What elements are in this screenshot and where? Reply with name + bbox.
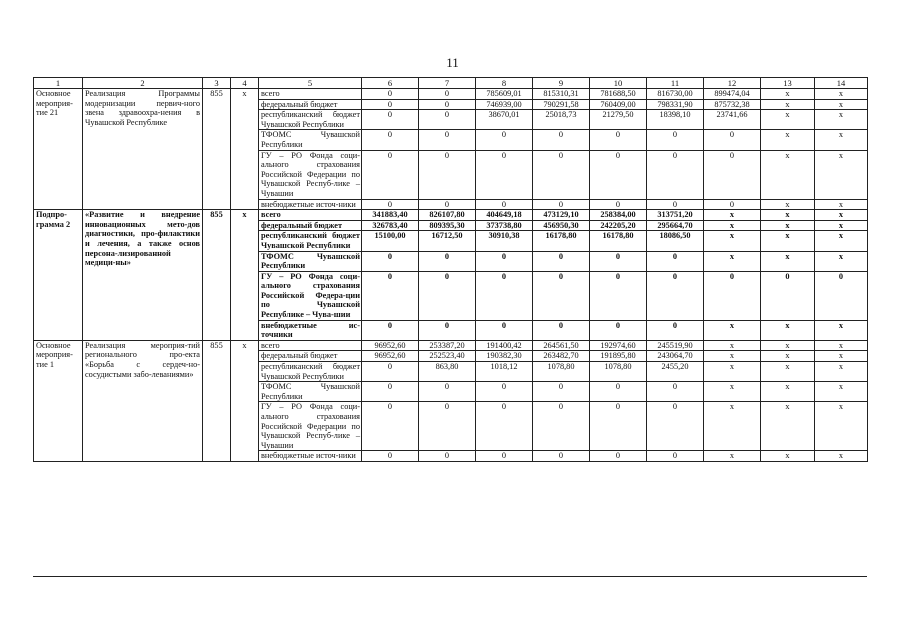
amount-cell: 0 bbox=[419, 251, 476, 271]
table-bottom-rule bbox=[33, 576, 867, 577]
table-row bbox=[34, 89, 868, 100]
amount-cell: 16178,80 bbox=[590, 231, 647, 251]
funding-source: внебюджетные источ-ники bbox=[259, 199, 362, 210]
amount-cell: 341883,40 bbox=[362, 210, 419, 221]
amount-cell: 0 bbox=[419, 150, 476, 199]
funding-source: республиканский бюджет Чувашской Республики bbox=[259, 110, 362, 130]
amount-cell: х bbox=[815, 220, 868, 231]
amount-cell: 0 bbox=[362, 362, 419, 382]
amount-cell: 373738,80 bbox=[476, 220, 533, 231]
amount-cell: 785609,01 bbox=[476, 89, 533, 100]
amount-cell: 295664,70 bbox=[647, 220, 704, 231]
amount-cell: х bbox=[815, 251, 868, 271]
amount-cell: х bbox=[761, 362, 815, 382]
column-header: 14 bbox=[815, 78, 868, 89]
amount-cell: х bbox=[704, 251, 761, 271]
column-header: 9 bbox=[533, 78, 590, 89]
amount-cell: 0 bbox=[533, 130, 590, 150]
amount-cell: 263482,70 bbox=[533, 351, 590, 362]
amount-cell: 192974,60 bbox=[590, 340, 647, 351]
amount-cell: 326783,40 bbox=[362, 220, 419, 231]
page-number: 11 bbox=[446, 55, 459, 70]
amount-cell: х bbox=[761, 150, 815, 199]
amount-cell: х bbox=[761, 99, 815, 110]
amount-cell: 0 bbox=[419, 199, 476, 210]
funding-source: федеральный бюджет bbox=[259, 99, 362, 110]
amount-cell: 0 bbox=[419, 271, 476, 320]
funding-source: внебюджетные ис-точники bbox=[259, 320, 362, 340]
amount-cell: 473129,10 bbox=[533, 210, 590, 221]
budget-code: 855 bbox=[203, 340, 231, 461]
amount-cell: 96952,60 bbox=[362, 351, 419, 362]
amount-cell: 815310,31 bbox=[533, 89, 590, 100]
amount-cell: 38670,01 bbox=[476, 110, 533, 130]
amount-cell: 0 bbox=[362, 320, 419, 340]
amount-cell: 1078,80 bbox=[590, 362, 647, 382]
amount-cell: 899474,04 bbox=[704, 89, 761, 100]
column-header: 6 bbox=[362, 78, 419, 89]
amount-cell: 0 bbox=[476, 199, 533, 210]
amount-cell: 313751,20 bbox=[647, 210, 704, 221]
amount-cell: 0 bbox=[647, 150, 704, 199]
funding-source: федеральный бюджет bbox=[259, 351, 362, 362]
amount-cell: 0 bbox=[476, 402, 533, 451]
amount-cell: 0 bbox=[362, 99, 419, 110]
funding-source: ГУ – РО Фонда соци-ального страхования Российской Федера-ции по Чувашской Республике – Чува-шии bbox=[259, 271, 362, 320]
amount-cell: 790291,58 bbox=[533, 99, 590, 110]
amount-cell: 0 bbox=[533, 150, 590, 199]
column-header: 10 bbox=[590, 78, 647, 89]
amount-cell: 15100,00 bbox=[362, 231, 419, 251]
amount-cell: х bbox=[761, 320, 815, 340]
amount-cell: 0 bbox=[647, 382, 704, 402]
amount-cell: 0 bbox=[590, 320, 647, 340]
amount-cell: х bbox=[761, 110, 815, 130]
amount-cell: х bbox=[704, 362, 761, 382]
amount-cell: х bbox=[761, 220, 815, 231]
amount-cell: 0 bbox=[419, 130, 476, 150]
amount-cell: 0 bbox=[647, 402, 704, 451]
table-row bbox=[34, 340, 868, 351]
amount-cell: х bbox=[815, 351, 868, 362]
column-header-row bbox=[34, 78, 868, 89]
amount-cell: 0 bbox=[533, 402, 590, 451]
budget-code: 855 bbox=[203, 210, 231, 341]
amount-cell: 258384,00 bbox=[590, 210, 647, 221]
amount-cell: 0 bbox=[533, 199, 590, 210]
amount-cell: 0 bbox=[419, 451, 476, 462]
funding-source: внебюджетные источ-ники bbox=[259, 451, 362, 462]
amount-cell: х bbox=[815, 402, 868, 451]
amount-cell: 18086,50 bbox=[647, 231, 704, 251]
amount-cell: 0 bbox=[419, 89, 476, 100]
amount-cell: 746939,00 bbox=[476, 99, 533, 110]
funding-source: республиканский бюджет Чувашской Республики bbox=[259, 231, 362, 251]
amount-cell: 0 bbox=[362, 199, 419, 210]
amount-cell: х bbox=[815, 89, 868, 100]
amount-cell: 0 bbox=[533, 451, 590, 462]
funding-source: ТФОМС Чувашской Республики bbox=[259, 382, 362, 402]
amount-cell: х bbox=[704, 320, 761, 340]
amount-cell: 798331,90 bbox=[647, 99, 704, 110]
amount-cell: х bbox=[815, 320, 868, 340]
amount-cell: 245519,90 bbox=[647, 340, 704, 351]
table-row bbox=[34, 210, 868, 221]
funding-source: всего bbox=[259, 210, 362, 221]
amount-cell: 25018,73 bbox=[533, 110, 590, 130]
column-header: 12 bbox=[704, 78, 761, 89]
amount-cell: 0 bbox=[704, 199, 761, 210]
funding-source: федеральный бюджет bbox=[259, 220, 362, 231]
amount-cell: 16712,50 bbox=[419, 231, 476, 251]
column-header: 2 bbox=[83, 78, 203, 89]
amount-cell: 252523,40 bbox=[419, 351, 476, 362]
measure-title: «Развитие и внедрение инновационных мето-дов диагностики, про-филактики и лечения, а также основ персона-лизированной медици-ны» bbox=[83, 210, 203, 341]
amount-cell: 0 bbox=[590, 271, 647, 320]
amount-cell: 760409,00 bbox=[590, 99, 647, 110]
amount-cell: х bbox=[704, 402, 761, 451]
column-header: 1 bbox=[34, 78, 83, 89]
amount-cell: 0 bbox=[590, 150, 647, 199]
funding-source: ГУ – РО Фонда соци-ального страхования Российской Федерации по Чувашской Респуб-лике – Чувашии bbox=[259, 150, 362, 199]
amount-cell: 0 bbox=[761, 271, 815, 320]
amount-cell: 781688,50 bbox=[590, 89, 647, 100]
amount-cell: х bbox=[704, 210, 761, 221]
amount-cell: 0 bbox=[647, 271, 704, 320]
amount-cell: х bbox=[815, 99, 868, 110]
amount-cell: х bbox=[761, 199, 815, 210]
amount-cell: х bbox=[704, 231, 761, 251]
amount-cell: 0 bbox=[419, 320, 476, 340]
amount-cell: 0 bbox=[476, 150, 533, 199]
measure-kind: Основное мероприя-тие 1 bbox=[34, 340, 83, 461]
measure-kind: Основное мероприя-тие 21 bbox=[34, 89, 83, 210]
amount-cell: 0 bbox=[362, 451, 419, 462]
column-header: 5 bbox=[259, 78, 362, 89]
amount-cell: 0 bbox=[419, 110, 476, 130]
column-4-mark: х bbox=[231, 210, 259, 341]
amount-cell: 0 bbox=[533, 320, 590, 340]
amount-cell: 0 bbox=[362, 150, 419, 199]
column-4-mark: х bbox=[231, 89, 259, 210]
amount-cell: 0 bbox=[362, 110, 419, 130]
amount-cell: 191400,42 bbox=[476, 340, 533, 351]
amount-cell: 0 bbox=[362, 89, 419, 100]
amount-cell: 863,80 bbox=[419, 362, 476, 382]
amount-cell: х bbox=[761, 89, 815, 100]
amount-cell: 242205,20 bbox=[590, 220, 647, 231]
amount-cell: 253387,20 bbox=[419, 340, 476, 351]
funding-source: республиканский бюджет Чувашской Республики bbox=[259, 362, 362, 382]
amount-cell: х bbox=[761, 231, 815, 251]
budget-code: 855 bbox=[203, 89, 231, 210]
amount-cell: 0 bbox=[647, 251, 704, 271]
funding-source: ТФОМС Чувашской Республики bbox=[259, 130, 362, 150]
amount-cell: 0 bbox=[647, 130, 704, 150]
amount-cell: 809395,30 bbox=[419, 220, 476, 231]
amount-cell: х bbox=[815, 130, 868, 150]
amount-cell: х bbox=[761, 351, 815, 362]
amount-cell: х bbox=[704, 382, 761, 402]
amount-cell: 0 bbox=[533, 251, 590, 271]
amount-cell: 190382,30 bbox=[476, 351, 533, 362]
amount-cell: х bbox=[761, 382, 815, 402]
amount-cell: 0 bbox=[815, 271, 868, 320]
amount-cell: 0 bbox=[419, 99, 476, 110]
funding-source: ГУ – РО Фонда соци-ального страхования Российской Федерации по Чувашской Респуб-лике – Чувашии bbox=[259, 402, 362, 451]
amount-cell: 0 bbox=[590, 130, 647, 150]
amount-cell: х bbox=[761, 130, 815, 150]
amount-cell: 1078,80 bbox=[533, 362, 590, 382]
amount-cell: 0 bbox=[476, 451, 533, 462]
amount-cell: 456950,30 bbox=[533, 220, 590, 231]
amount-cell: х bbox=[704, 220, 761, 231]
amount-cell: 243064,70 bbox=[647, 351, 704, 362]
funding-source: всего bbox=[259, 89, 362, 100]
amount-cell: 18398,10 bbox=[647, 110, 704, 130]
amount-cell: 0 bbox=[647, 320, 704, 340]
amount-cell: 16178,80 bbox=[533, 231, 590, 251]
amount-cell: 0 bbox=[362, 251, 419, 271]
amount-cell: 0 bbox=[476, 382, 533, 402]
amount-cell: х bbox=[815, 199, 868, 210]
amount-cell: 816730,00 bbox=[647, 89, 704, 100]
column-header: 8 bbox=[476, 78, 533, 89]
column-header: 4 bbox=[231, 78, 259, 89]
amount-cell: 0 bbox=[362, 402, 419, 451]
amount-cell: 0 bbox=[533, 271, 590, 320]
amount-cell: 0 bbox=[419, 402, 476, 451]
measure-title: Реализация мероприя-тий регионального про-екта «Борьба с сердеч-но-сосудистыми забо-леваниями» bbox=[83, 340, 203, 461]
amount-cell: 30910,38 bbox=[476, 231, 533, 251]
amount-cell: х bbox=[815, 451, 868, 462]
measure-title: Реализация Программы модернизации первич-ного звена здравоохра-нения в Чувашской Республике bbox=[83, 89, 203, 210]
amount-cell: х bbox=[704, 351, 761, 362]
amount-cell: 0 bbox=[419, 382, 476, 402]
amount-cell: х bbox=[761, 402, 815, 451]
amount-cell: 0 bbox=[476, 320, 533, 340]
amount-cell: 0 bbox=[590, 451, 647, 462]
amount-cell: х bbox=[815, 340, 868, 351]
amount-cell: 2455,20 bbox=[647, 362, 704, 382]
amount-cell: х bbox=[704, 340, 761, 351]
amount-cell: 0 bbox=[590, 402, 647, 451]
amount-cell: 0 bbox=[647, 199, 704, 210]
amount-cell: 0 bbox=[533, 382, 590, 402]
amount-cell: 0 bbox=[476, 251, 533, 271]
amount-cell: х bbox=[815, 362, 868, 382]
amount-cell: х bbox=[761, 451, 815, 462]
amount-cell: х bbox=[761, 340, 815, 351]
amount-cell: х bbox=[761, 251, 815, 271]
amount-cell: 0 bbox=[362, 271, 419, 320]
amount-cell: 875732,38 bbox=[704, 99, 761, 110]
amount-cell: 191895,80 bbox=[590, 351, 647, 362]
amount-cell: 23741,66 bbox=[704, 110, 761, 130]
amount-cell: х bbox=[761, 210, 815, 221]
column-header: 11 bbox=[647, 78, 704, 89]
amount-cell: 0 bbox=[704, 271, 761, 320]
amount-cell: х bbox=[815, 210, 868, 221]
column-header: 3 bbox=[203, 78, 231, 89]
amount-cell: х bbox=[815, 150, 868, 199]
amount-cell: х bbox=[815, 231, 868, 251]
budget-table bbox=[33, 77, 868, 462]
column-header: 13 bbox=[761, 78, 815, 89]
amount-cell: 0 bbox=[476, 130, 533, 150]
column-4-mark: х bbox=[231, 340, 259, 461]
amount-cell: 264561,50 bbox=[533, 340, 590, 351]
funding-source: ТФОМС Чувашской Республики bbox=[259, 251, 362, 271]
amount-cell: 826107,80 bbox=[419, 210, 476, 221]
amount-cell: 404649,18 bbox=[476, 210, 533, 221]
amount-cell: х bbox=[815, 110, 868, 130]
amount-cell: 0 bbox=[704, 130, 761, 150]
table-body bbox=[34, 78, 868, 462]
amount-cell: 0 bbox=[362, 382, 419, 402]
amount-cell: 0 bbox=[476, 271, 533, 320]
measure-kind: Подпро-грамма 2 bbox=[34, 210, 83, 341]
amount-cell: х bbox=[815, 382, 868, 402]
amount-cell: 0 bbox=[590, 199, 647, 210]
amount-cell: 0 bbox=[704, 150, 761, 199]
amount-cell: 21279,50 bbox=[590, 110, 647, 130]
amount-cell: 0 bbox=[590, 251, 647, 271]
amount-cell: 0 bbox=[362, 130, 419, 150]
amount-cell: 96952,60 bbox=[362, 340, 419, 351]
column-header: 7 bbox=[419, 78, 476, 89]
funding-source: всего bbox=[259, 340, 362, 351]
amount-cell: х bbox=[704, 451, 761, 462]
amount-cell: 0 bbox=[590, 382, 647, 402]
amount-cell: 1018,12 bbox=[476, 362, 533, 382]
amount-cell: 0 bbox=[647, 451, 704, 462]
